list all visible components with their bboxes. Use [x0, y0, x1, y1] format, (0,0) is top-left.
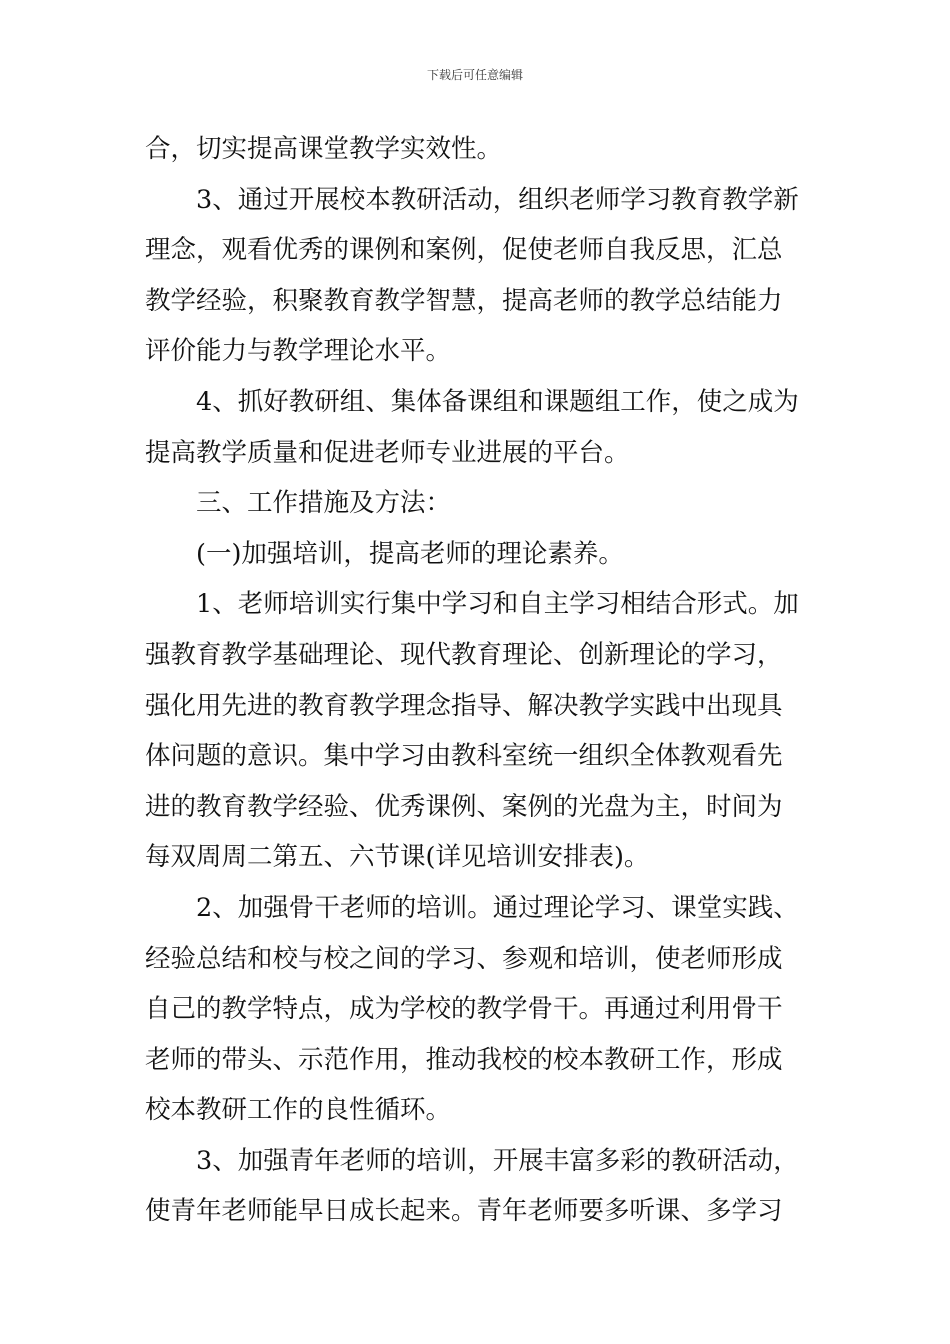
section-heading: 三、工作措施及方法：	[196, 488, 452, 519]
text-line: 进的教育教学经验、优秀课例、案例的光盘为主，时间为	[145, 791, 783, 822]
text-line: 老师的带头、示范作用，推动我校的校本教研工作，形成	[145, 1044, 783, 1075]
text-line: 4、抓好教研组、集体备课组和课题组工作，使之成为	[196, 386, 799, 417]
text-line: 1、老师培训实行集中学习和自主学习相结合形式。加	[196, 589, 799, 620]
text-line: 理念，观看优秀的课例和案例，促使老师自我反思，汇总	[145, 235, 783, 266]
text-line: 教学经验，积聚教育教学智慧，提高老师的教学总结能力	[145, 285, 783, 316]
text-line: 强教育教学基础理论、现代教育理论、创新理论的学习，	[145, 639, 783, 670]
text-line: 合，切实提高课堂教学实效性。	[145, 134, 503, 164]
subsection-heading: (一)加强培训，提高老师的理论素养。	[196, 538, 624, 569]
text-line: 经验总结和校与校之间的学习、参观和培训，使老师形成	[145, 943, 783, 974]
page-header: 下载后可任意编辑	[426, 68, 523, 82]
text-line: 每双周周二第五、六节课(详见培训安排表)。	[145, 842, 650, 873]
document-body	[145, 124, 810, 1237]
text-line: 校本教研工作的良性循环。	[145, 1095, 452, 1126]
text-line: 3、通过开展校本教研活动，组织老师学习教育教学新	[196, 184, 799, 215]
text-line: 强化用先进的教育教学理念指导、解决教学实践中出现具	[145, 690, 783, 721]
text-line: 自己的教学特点，成为学校的教学骨干。再通过利用骨干	[145, 994, 783, 1025]
text-line: 2、加强骨干老师的培训。通过理论学习、课堂实践、	[196, 892, 799, 923]
text-line: 评价能力与教学理论水平。	[145, 336, 452, 367]
text-line: 体问题的意识。集中学习由教科室统一组织全体教观看先	[145, 741, 783, 772]
text-line: 3、加强青年老师的培训，开展丰富多彩的教研活动，	[196, 1145, 799, 1176]
text-line: 使青年老师能早日成长起来。青年老师要多听课、多学习	[145, 1196, 783, 1227]
text-line: 提高教学质量和促进老师专业进展的平台。	[145, 437, 630, 468]
